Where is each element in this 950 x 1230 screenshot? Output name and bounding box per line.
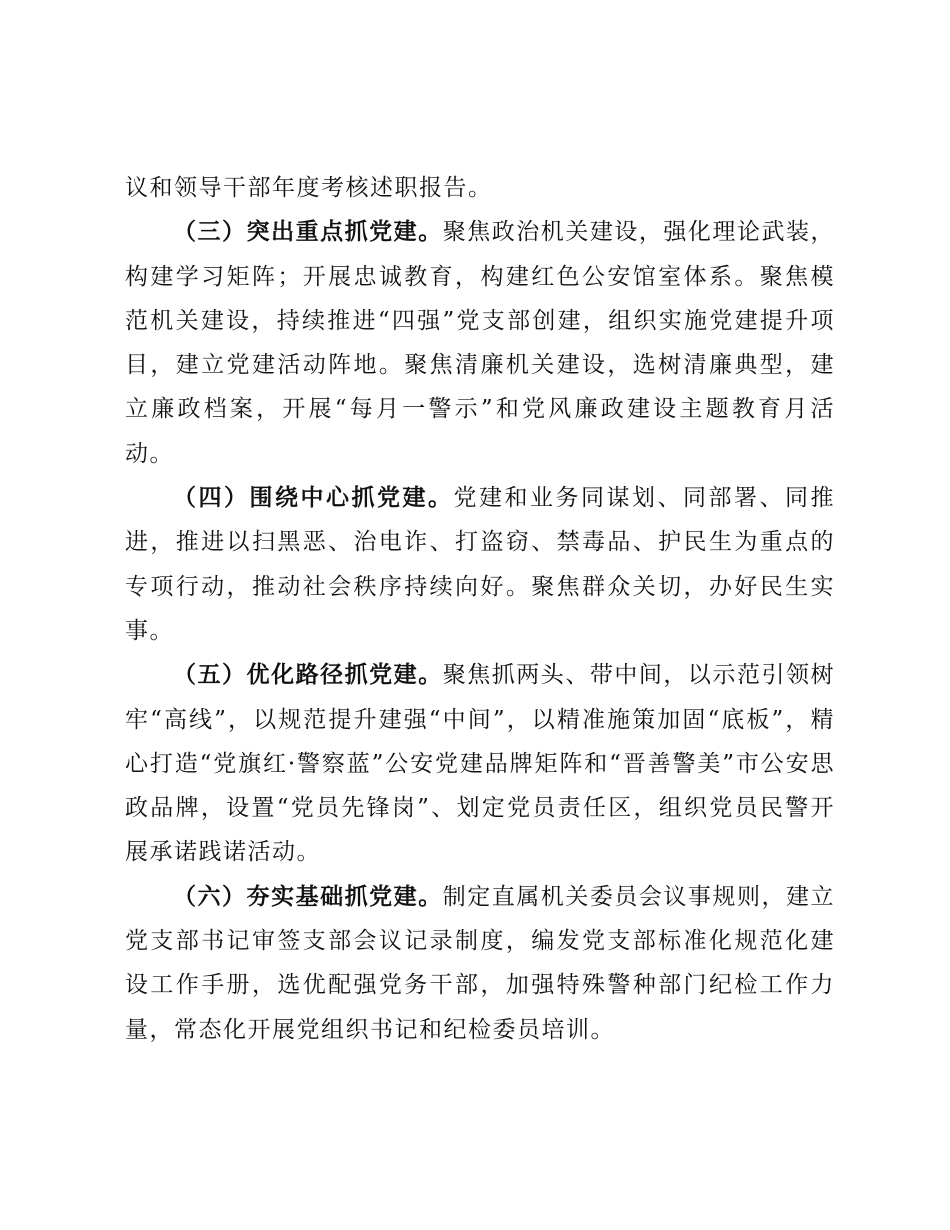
section-5-heading: （五）优化路径抓党建。 xyxy=(173,662,443,689)
section-3-body: 聚焦政治机关建设，强化理论武装，构建学习矩阵；开展忠诚教育，构建红色公安馆室体系。聚焦模范机关建设，持续推进“四强”党支部创建，组织实施党建提升项目，建立党建活动阵地。聚焦清廉机关建设，选树清廉典型，建立廉政档案，开展“每月一警示”和党风廉政建设主题教育月活动。 xyxy=(125,219,836,467)
section-4-body: 党建和业务同谋划、同部署、同推进，推进以扫黑恶、治电诈、打盗窃、禁毒品、护民生为重点的专项行动，推动社会秩序持续向好。聚焦群众关切，办好民生实事。 xyxy=(125,485,835,644)
paragraph-section-3 xyxy=(125,210,835,476)
document-body xyxy=(125,166,835,1052)
section-3-heading: （三）突出重点抓党建。 xyxy=(173,219,443,246)
paragraph-section-6 xyxy=(125,875,835,1052)
paragraph-section-4 xyxy=(125,476,835,653)
section-6-body: 制定直属机关委员会议事规则，建立党支部书记审签支部会议记录制度，编发党支部标准化规范化建设工作手册，选优配强党务干部，加强特殊警种部门纪检工作力量，常态化开展党组织书记和纪检委员培训。 xyxy=(125,883,836,1043)
section-4-heading: （四）围绕中心抓党建。 xyxy=(173,485,454,512)
section-6-heading: （六）夯实基础抓党建。 xyxy=(173,883,443,910)
paragraph-section-5 xyxy=(125,653,835,874)
paragraph-continuation-text: 议和领导干部年度考核述职报告。 xyxy=(125,175,493,201)
section-5-body: 聚焦抓两头、带中间，以示范引领树牢“高线”，以规范提升建强“中间”，以精准施策加固“底板”，精心打造“党旗红·警察蓝”公安党建品牌矩阵和“晋善警美”市公安思政品牌，设置“党员先锋岗”、划定党员责任区，组织党员民警开展承诺践诺活动。 xyxy=(125,662,836,866)
paragraph-continuation xyxy=(125,166,835,210)
